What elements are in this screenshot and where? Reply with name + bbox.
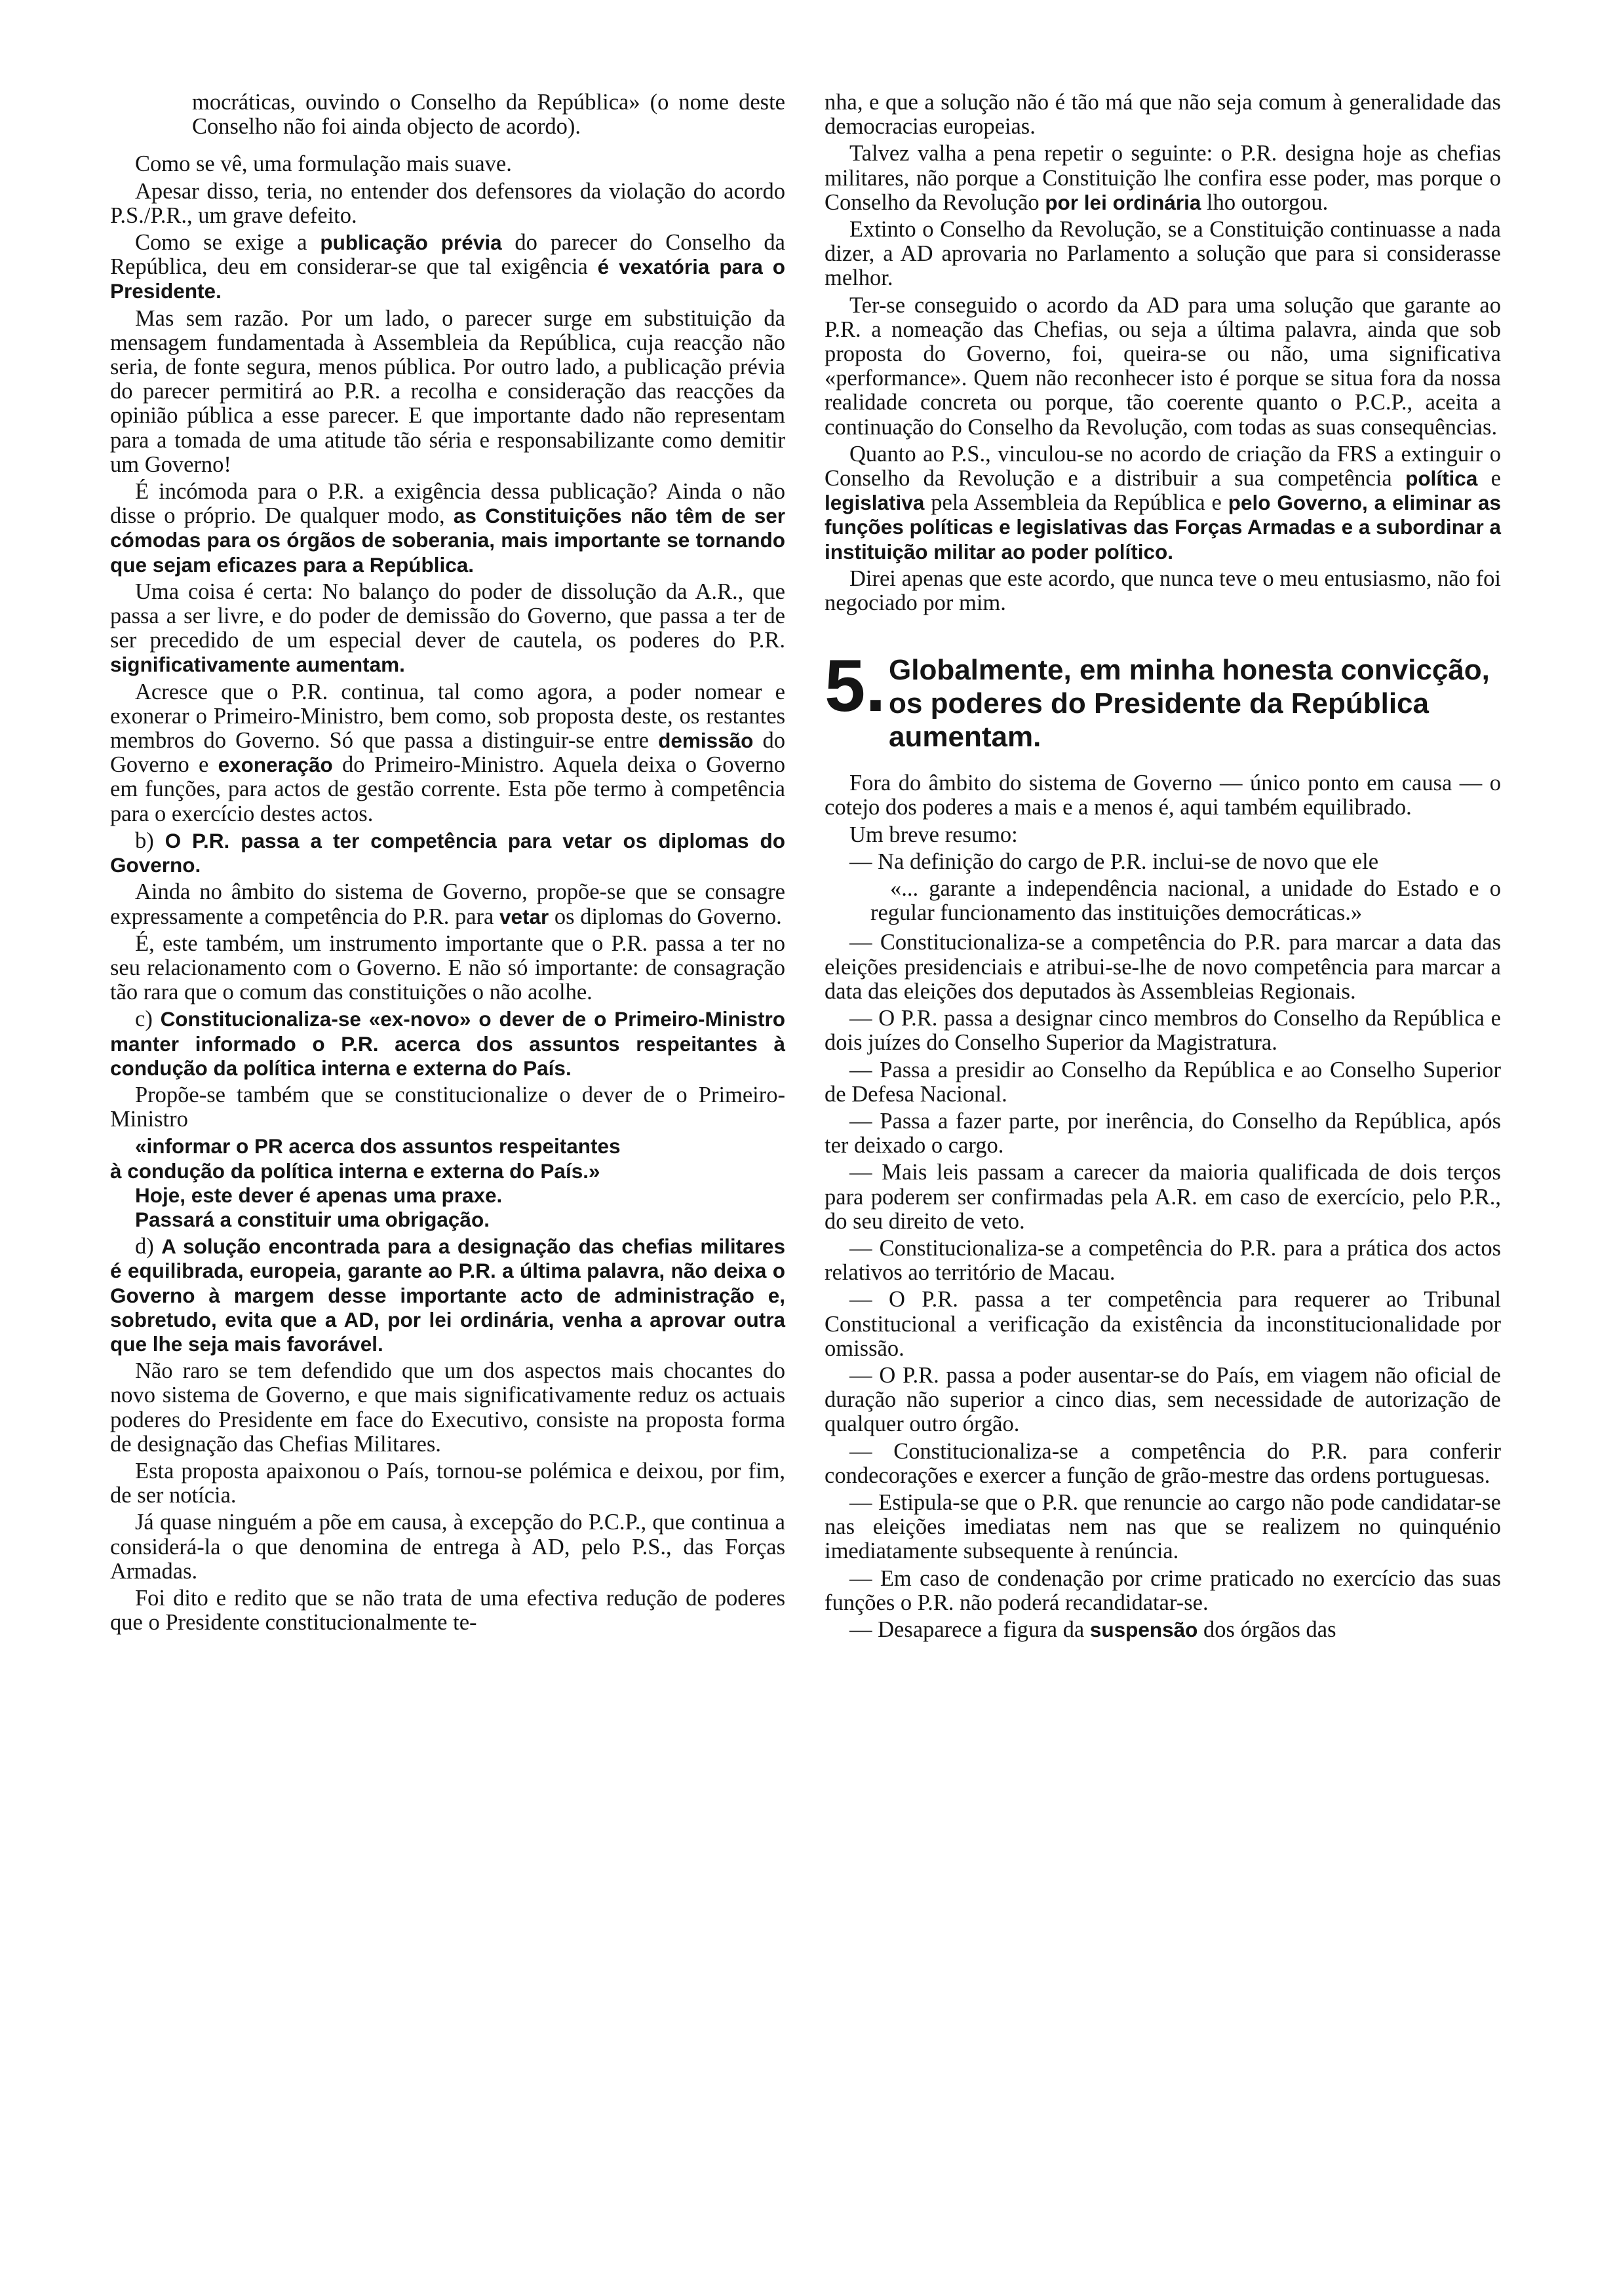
quoted-text: «... garante a independência nacional, a unidade do Estado e o regular funcionamento das instituições democráticas.» [870, 876, 1501, 926]
paragraph: É, este também, um instrumento importante que o P.R. passa a ter no seu relacionamento com o Governo. E não só importante: de consagração tão rara que o comum das constituições o não acolhe. [110, 930, 785, 1005]
list-item: — Em caso de condenação por crime praticado no exercício das suas funções o P.R. não poderá recandidatar-se. [825, 1565, 1501, 1615]
bold-text: publicação prévia [320, 231, 502, 255]
text-run: Quanto ao P.S., vinculou-se no acordo de criação da FRS a extinguir o Conselho da Revolução e a distribuir a sua competência [825, 441, 1501, 491]
bold-text: demissão [658, 729, 754, 753]
text-run: lho outorgou. [1201, 189, 1329, 215]
bold-statement: Hoje, este dever é apenas uma praxe. [135, 1183, 503, 1207]
paragraph: Propõe-se também que se constitucionalize o dever de o Primeiro-Ministro [110, 1082, 785, 1132]
quoted-text: à condução da política interna e externa do País.» [110, 1158, 600, 1183]
bold-text: por lei ordinária [1045, 190, 1201, 214]
paragraph: Como se vê, uma formulação mais suave. [135, 151, 512, 177]
bold-text: Constitucionaliza-se «ex-novo» o dever de o Primeiro-Ministro manter informado o P.R. acerca dos assuntos respeitantes à condução da política interna e externa do País. [110, 1007, 785, 1080]
bold-statement: Passará a constituir uma obrigação. [135, 1207, 490, 1231]
text-run: e [1477, 466, 1501, 491]
text-run: Talvez valha a pena repetir o seguinte: o P.R. designa hoje as chefias militares, não porque a Constituição lhe confira esse poder, mas porque o Conselho da Revolução [825, 141, 1501, 215]
list-item: — Constitucionaliza-se a competência do P.R. para a prática dos actos relativos ao território de Macau. [825, 1235, 1501, 1286]
text-run: — Desaparece a figura da [849, 1617, 1090, 1642]
text-run: d) [135, 1234, 162, 1259]
paragraph [110, 829, 785, 877]
paragraph [110, 231, 785, 304]
paragraph [825, 142, 1501, 215]
paragraph: Esta proposta apaixonou o País, tornou-se polémica e deixou, por fim, de ser notícia. [110, 1458, 785, 1508]
paragraph: Um breve resumo: [849, 822, 1018, 847]
paragraph [110, 880, 785, 928]
bold-text: é vexatória para o Presidente. [110, 255, 786, 303]
paragraph: Extinto o Conselho da Revolução, se a Constituição continuasse a nada dizer, a AD aprovaria no Parlamento a solução que para si considerasse melhor. [825, 217, 1501, 291]
paragraph: Ter-se conseguido o acordo da AD para uma solução que garante ao P.R. a nomeação das Chefias, ou seja a última palavra, ainda que sob proposta do Governo, foi, queira-se ou não, uma significativa «performance». Quem não reconhecer isto é porque se situa fora da nossa realidade concreta ou porque, tão coerente quanto o P.C.P., aceita a continuação do Conselho da Revolução, com todas as suas consequências. [825, 292, 1501, 440]
left-column [110, 90, 785, 1637]
text-run: do Primeiro-Ministro. Aquela deixa o Governo em funções, para actos de gestão corrente. Esta põe termo à competência para o exercício destes actos. [110, 752, 786, 826]
paragraph: nha, e que a solução não é tão má que não seja comum à generalidade das democracias europeias. [825, 90, 1501, 140]
list-item [825, 1618, 1501, 1642]
quoted-text: «informar o PR acerca dos assuntos respeitantes [135, 1134, 621, 1158]
paragraph: Apesar disso, teria, no entender dos defensores da violação do acordo P.S./P.R., um grave defeito. [110, 178, 785, 228]
bold-text: as Constituições não têm de ser cómodas para os órgãos de soberania, mais importante se tornando que sejam eficazes para a República. [110, 504, 785, 577]
paragraph: Não raro se tem defendido que um dos aspectos mais chocantes do novo sistema de Governo, e que mais significativamente reduz os actuais poderes do Presidente em face do Executivo, consiste na proposta forma de designação das Chefias Militares. [110, 1358, 785, 1457]
list-item: — O P.R. passa a poder ausentar-se do País, em viagem não oficial de duração não superior a cinco dias, sem necessidade de autorização de qualquer outro órgão. [825, 1362, 1501, 1437]
paragraph: Foi dito e redito que se não trata de uma efectiva redução de poderes que o Presidente constitucionalmente te- [110, 1585, 785, 1636]
paragraph [110, 580, 785, 678]
list-item: — Estipula-se que o P.R. que renuncie ao cargo não pode candidatar-se nas eleições imediatas nem nas que se realizem no quinquénio imediatamente subsequente à renúncia. [825, 1489, 1501, 1564]
paragraph: Fora do âmbito do sistema de Governo — único ponto em causa — o cotejo dos poderes a mais e a menos é, aqui também equilibrado. [825, 771, 1501, 820]
bold-text: vetar [499, 904, 549, 928]
bold-text: exoneração [218, 753, 333, 777]
bold-text: legislativa [825, 491, 925, 515]
text-run: c) [135, 1006, 161, 1032]
paragraph: Direi apenas que este acordo, que nunca teve o meu entusiasmo, não foi negociado por mim. [825, 565, 1501, 616]
paragraph [110, 680, 785, 826]
text-run: do parecer do Conselho da República, deu em considerar-se que tal exigência [110, 230, 785, 280]
paragraph: Já quase ninguém a põe em causa, à excepção do P.C.P., que continua a considerá-la o que denomina de entrega à AD, pelo P.S., das Forças Armadas. [110, 1510, 785, 1584]
text-run: dos órgãos das [1197, 1617, 1336, 1642]
paragraph [110, 1007, 785, 1081]
text-run: Uma coisa é certa: No balanço do poder de dissolução da A.R., que passa a ser livre, e do poder de demissão do Governo, que passa a ter de ser precedido de um especial dever de cautela, os poderes do P.R. [110, 579, 785, 653]
section-header [825, 645, 1501, 758]
list-item: — Passa a fazer parte, por inerência, do Conselho da República, após ter deixado o cargo. [825, 1108, 1501, 1158]
text-run: Como se exige a [135, 230, 321, 256]
paragraph [110, 1234, 785, 1356]
text-run: pela Assembleia da República e [924, 490, 1228, 516]
paragraph: mocráticas, ouvindo o Conselho da República» (o nome deste Conselho não foi ainda objecto de acordo). [192, 90, 785, 140]
paragraph [110, 480, 785, 577]
section-heading: Globalmente, em minha honesta convicção, os poderes do Presidente da República aumentam. [889, 654, 1490, 754]
text-run: Ainda no âmbito do sistema de Governo, propõe-se que se consagre expressamente a competência do P.R. para [110, 879, 785, 929]
bold-text: significativamente aumentam. [110, 653, 405, 677]
text-run: os diplomas do Governo. [549, 904, 782, 929]
bold-text: suspensão [1089, 1617, 1198, 1641]
list-item: — Mais leis passam a carecer da maioria qualificada de dois terços para poderem ser confirmadas pela A.R. em caso de exercício, pelo P.R., do seu direito de veto. [825, 1160, 1501, 1234]
right-column [825, 90, 1501, 1645]
bold-text: A solução encontrada para a designação das chefias militares é equilibrada, europeia, garante ao P.R. a última palavra, não deixa o Governo à margem desse importante acto de administração e, sobretudo, evita que a AD, por lei ordinária, venha a aprovar outra que lhe seja mais favorável. [110, 1234, 785, 1356]
list-item: — Constitucionaliza-se a competência do P.R. para conferir condecorações e exercer a função de grão-mestre das ordens portuguesas. [825, 1438, 1501, 1488]
paragraph [825, 442, 1501, 564]
bold-text: política [1405, 467, 1478, 491]
text-run: É incómoda para o P.R. a exigência dessa publicação? Ainda o não disse o próprio. De qualquer modo, [110, 479, 785, 529]
text-run: do Governo e [110, 728, 785, 778]
bold-text: pelo Governo, a eliminar as funções políticas e legislativas das Forças Armadas e a subordinar a instituição militar ao poder político. [825, 491, 1501, 564]
list-item: — O P.R. passa a designar cinco membros do Conselho da República e dois juízes do Conselho Superior da Magistratura. [825, 1006, 1501, 1056]
list-item: — Constitucionaliza-se a competência do P.R. para marcar a data das eleições presidenciais e atribui-se-lhe de novo competência para marcar a data das eleições dos deputados às Assembleias Regionais. [825, 930, 1501, 1004]
text-run: Acresce que o P.R. continua, tal como agora, a poder nomear e exonerar o Primeiro-Ministro, bem como, sob proposta deste, os restantes membros do Governo. Só que passa a distinguir-se entre [110, 679, 785, 754]
text-run: b) [135, 828, 165, 853]
bold-text: O P.R. passa a ter competência para vetar os diplomas do Governo. [110, 828, 785, 877]
paragraph: Mas sem razão. Por um lado, o parecer surge em substituição da mensagem fundamentada à Assembleia da República, cuja reacção não seria, de fonte segura, menos pública. Por outro lado, a publicação prévia do parecer permitirá ao P.R. a recolha e consideração das reacções da opinião pública a esse parecer. E que importante dado não representam para a tomada de uma atitude tão séria e responsabilizante como demitir um Governo! [110, 305, 785, 477]
list-item: — O P.R. passa a ter competência para requerer ao Tribunal Constitucional a verificação da existência da inconstitucionalidade por omissão. [825, 1287, 1501, 1361]
section-number: 5. [825, 645, 886, 727]
paragraph: — Na definição do cargo de P.R. inclui-se de novo que ele [849, 849, 1379, 874]
list-item: — Passa a presidir ao Conselho da República e ao Conselho Superior de Defesa Nacional. [825, 1057, 1501, 1107]
